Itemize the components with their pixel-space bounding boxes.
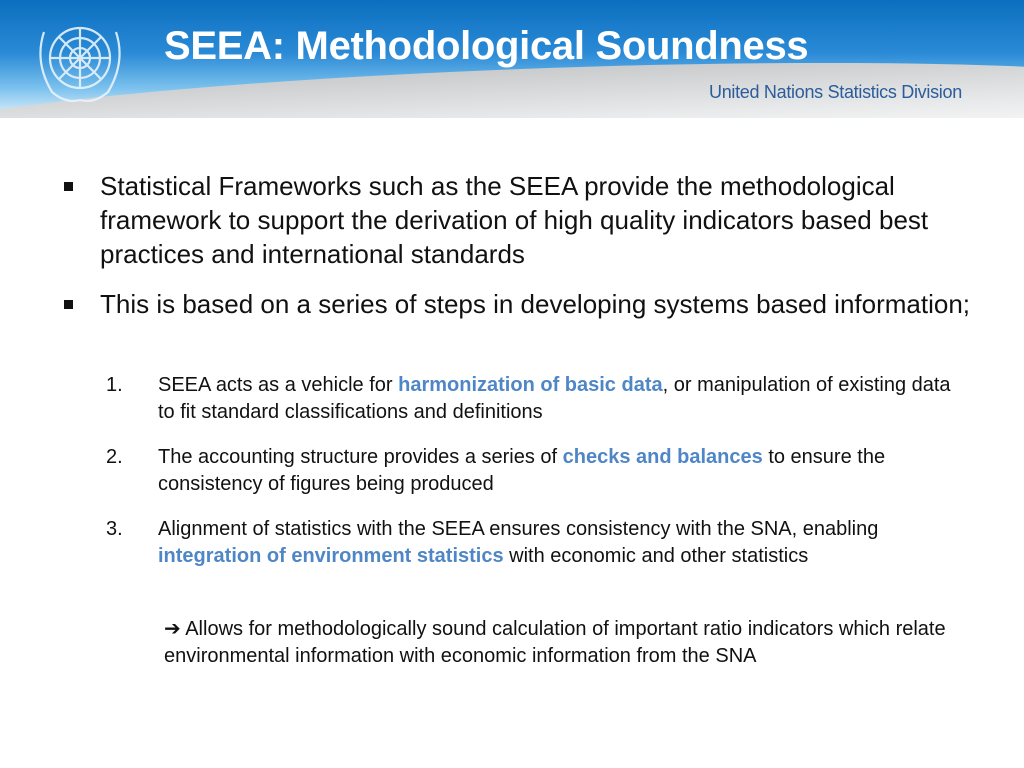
numbered-item xyxy=(106,444,958,498)
item-text: The accounting structure provides a series of xyxy=(158,446,563,468)
square-bullet-icon xyxy=(64,300,73,309)
item-highlight: checks and balances xyxy=(562,446,763,468)
bullet-text: This is based on a series of steps in developing systems based information; xyxy=(100,289,971,319)
bullet-point xyxy=(100,169,990,271)
slide-header xyxy=(0,0,1024,118)
slide-title: SEEA: Methodological Soundness xyxy=(164,24,809,68)
item-text: Alignment of statistics with the SEEA ensures consistency with the SNA, enabling xyxy=(158,518,879,540)
item-text: , or manipulation of existing data to fit standard classifications and definitions xyxy=(158,374,951,423)
item-highlight: integration of environment statistics xyxy=(158,545,504,567)
item-text: to ensure the consistency of figures being produced xyxy=(158,446,886,495)
bullet-point xyxy=(100,287,990,321)
numbered-item xyxy=(106,516,918,570)
numbered-item xyxy=(106,372,958,426)
item-number: 2. xyxy=(106,446,123,468)
division-name: United Nations Statistics Division xyxy=(709,82,962,102)
conclusion-note xyxy=(164,616,984,670)
bullet-text: Statistical Frameworks such as the SEEA provide the methodological framework to support the derivation of high quality indicators based best practices and international standards xyxy=(100,171,929,269)
item-text: SEEA acts as a vehicle for xyxy=(158,374,399,396)
item-number: 1. xyxy=(106,374,123,396)
item-text: with economic and other statistics xyxy=(503,545,809,567)
note-text: Allows for methodologically sound calculation of important ratio indicators which relate environmental information with economic information from the SNA xyxy=(164,618,946,667)
item-number: 3. xyxy=(106,518,123,540)
square-bullet-icon xyxy=(64,182,73,191)
arrow-right-icon: ➔ xyxy=(164,618,181,640)
un-emblem-logo xyxy=(30,12,130,108)
item-highlight: harmonization of basic data xyxy=(398,374,663,396)
